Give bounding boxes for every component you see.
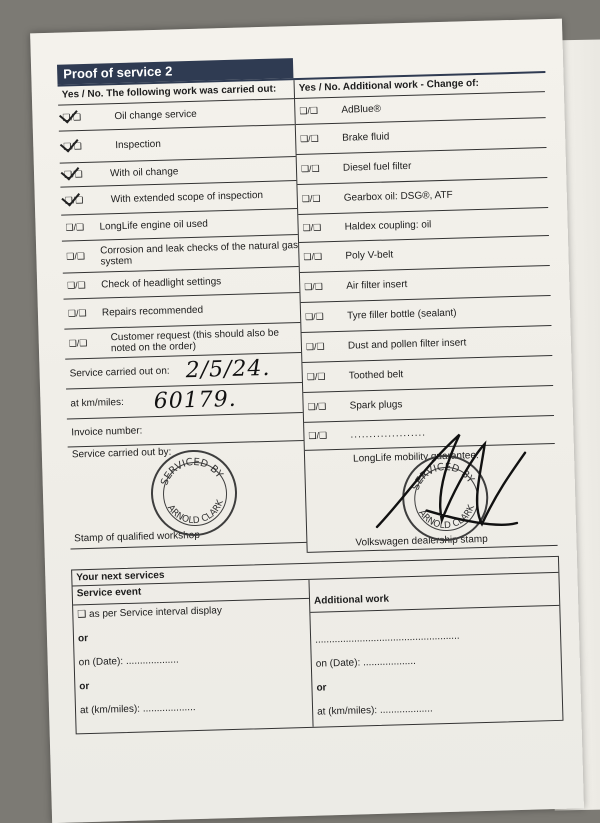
checkbox-ticked[interactable]: ❑/❑ bbox=[63, 141, 97, 153]
additional-work-next-column bbox=[309, 573, 562, 727]
handwritten-signature bbox=[364, 423, 537, 548]
mileage-label: at km/miles: bbox=[70, 396, 124, 410]
next-service-date-field[interactable]: on (Date): ................... bbox=[78, 654, 179, 669]
additional-item-label: Brake fluid bbox=[341, 131, 390, 144]
work-item-label: Inspection bbox=[115, 138, 161, 152]
checkbox[interactable]: ❑/❑ bbox=[304, 311, 324, 322]
checkbox[interactable]: ❑/❑ bbox=[307, 401, 327, 412]
checkbox[interactable]: ❑/❑ bbox=[302, 222, 322, 233]
additional-item-label: .................... bbox=[350, 427, 427, 441]
checkbox[interactable]: ❑/❑ bbox=[68, 337, 88, 349]
work-carried-out-column bbox=[58, 80, 308, 559]
or-label: or bbox=[316, 682, 327, 694]
service-date-handwritten: 2/5/24. bbox=[185, 355, 271, 384]
stamp-top-text: SERVICED BY bbox=[410, 461, 476, 492]
stamp-bottom-text: ARNOLD CLARK bbox=[416, 503, 478, 532]
additional-work-header: Additional work bbox=[310, 587, 559, 613]
or-label: or bbox=[77, 633, 89, 645]
proof-of-service-form bbox=[57, 51, 564, 734]
additional-item-label: Air filter insert bbox=[346, 278, 408, 292]
left-column-header: Yes / No. The following work was carried out: bbox=[58, 80, 294, 106]
or-label: or bbox=[79, 681, 90, 693]
next-services-body bbox=[73, 573, 563, 734]
next-services-section bbox=[71, 556, 563, 735]
work-item-label: Repairs recommended bbox=[101, 304, 204, 319]
checkbox-ticked[interactable]: ❑/❑ bbox=[62, 112, 96, 124]
additional-item-label: Gearbox oil: DSG®, ATF bbox=[343, 189, 453, 204]
checkbox[interactable]: ❑/❑ bbox=[300, 163, 320, 174]
checkbox[interactable]: ❑/❑ bbox=[308, 430, 328, 441]
arnold-clark-stamp bbox=[150, 449, 238, 537]
checkbox-ticked[interactable]: ❑/❑ bbox=[64, 169, 98, 181]
additional-item-label: Toothed belt bbox=[348, 369, 404, 382]
service-by-label: Service carried out by: bbox=[71, 446, 172, 461]
checkbox[interactable]: ❑/❑ bbox=[66, 250, 86, 262]
additional-work-column bbox=[295, 73, 558, 553]
service-table bbox=[58, 71, 559, 559]
work-item-label: LongLife engine oil used bbox=[99, 218, 209, 233]
additional-item-label: Dust and pollen filter insert bbox=[347, 337, 467, 352]
additional-work-dotted-line[interactable]: .................................................... bbox=[315, 630, 460, 646]
next-services-title: Your next services bbox=[72, 557, 558, 587]
service-date-label: Service carried out on: bbox=[69, 365, 170, 380]
work-item-label: Oil change service bbox=[114, 108, 197, 123]
service-event-column bbox=[73, 580, 314, 734]
additional-item-label: Spark plugs bbox=[349, 399, 403, 412]
checkbox[interactable]: ❑/❑ bbox=[67, 307, 87, 319]
work-item-label: Check of headlight settings bbox=[101, 276, 222, 291]
checkbox[interactable]: ❑/❑ bbox=[305, 341, 325, 352]
checkbox-ticked[interactable]: ❑/❑ bbox=[65, 195, 99, 207]
service-interval-option[interactable]: ❑ as per Service interval display bbox=[77, 605, 223, 621]
form-title: Proof of service 2 bbox=[57, 58, 293, 85]
additional-item-label: Haldex coupling: oil bbox=[344, 219, 432, 233]
checkbox[interactable]: ❑/❑ bbox=[299, 105, 319, 116]
additional-item-label: Diesel fuel filter bbox=[342, 160, 412, 174]
additional-work-date-field[interactable]: on (Date): ................... bbox=[315, 655, 416, 670]
invoice-number-label: Invoice number: bbox=[71, 425, 143, 439]
work-item-label: With extended scope of inspection bbox=[110, 189, 264, 206]
checkbox[interactable]: ❑/❑ bbox=[306, 371, 326, 382]
work-item-label: With oil change bbox=[109, 166, 179, 180]
checkbox[interactable]: ❑/❑ bbox=[304, 281, 324, 292]
right-column-header: Yes / No. Additional work - Change of: bbox=[295, 73, 545, 99]
dealership-stamp-label: Volkswagen dealership stamp bbox=[355, 533, 488, 549]
checkbox[interactable]: ❑/❑ bbox=[65, 221, 85, 233]
work-item-label: Customer request (this should also be noted on the order) bbox=[110, 327, 280, 354]
checkbox[interactable]: ❑/❑ bbox=[303, 251, 323, 262]
stamp-top-text: SERVICED BY bbox=[159, 456, 225, 487]
additional-item-label: AdBlue® bbox=[341, 103, 382, 116]
service-by-field[interactable] bbox=[68, 441, 307, 550]
workshop-stamp-label: Stamp of qualified workshop bbox=[74, 529, 200, 545]
checkbox[interactable]: ❑/❑ bbox=[300, 133, 319, 144]
stamp-bottom-text: ARNOLD CLARK bbox=[164, 498, 226, 527]
checkbox[interactable]: ❑/❑ bbox=[67, 279, 86, 291]
work-item-label: Corrosion and leak checks of the natural gas system bbox=[100, 239, 299, 268]
additional-work-km-field[interactable]: at (km/miles): ................... bbox=[317, 703, 433, 718]
dealership-field[interactable] bbox=[305, 444, 558, 553]
next-service-km-field[interactable]: at (km/miles): ................... bbox=[79, 702, 196, 717]
mileage-handwritten: 60179. bbox=[153, 386, 238, 415]
service-event-header: Service event bbox=[73, 580, 309, 606]
longlife-guarantee-label: LongLife mobility guarantee: bbox=[352, 450, 479, 465]
service-booklet-page bbox=[30, 19, 584, 823]
checkbox[interactable]: ❑/❑ bbox=[301, 193, 321, 204]
additional-item-label: Poly V-belt bbox=[345, 249, 394, 262]
additional-item-label: Tyre filler bottle (sealant) bbox=[346, 307, 457, 322]
